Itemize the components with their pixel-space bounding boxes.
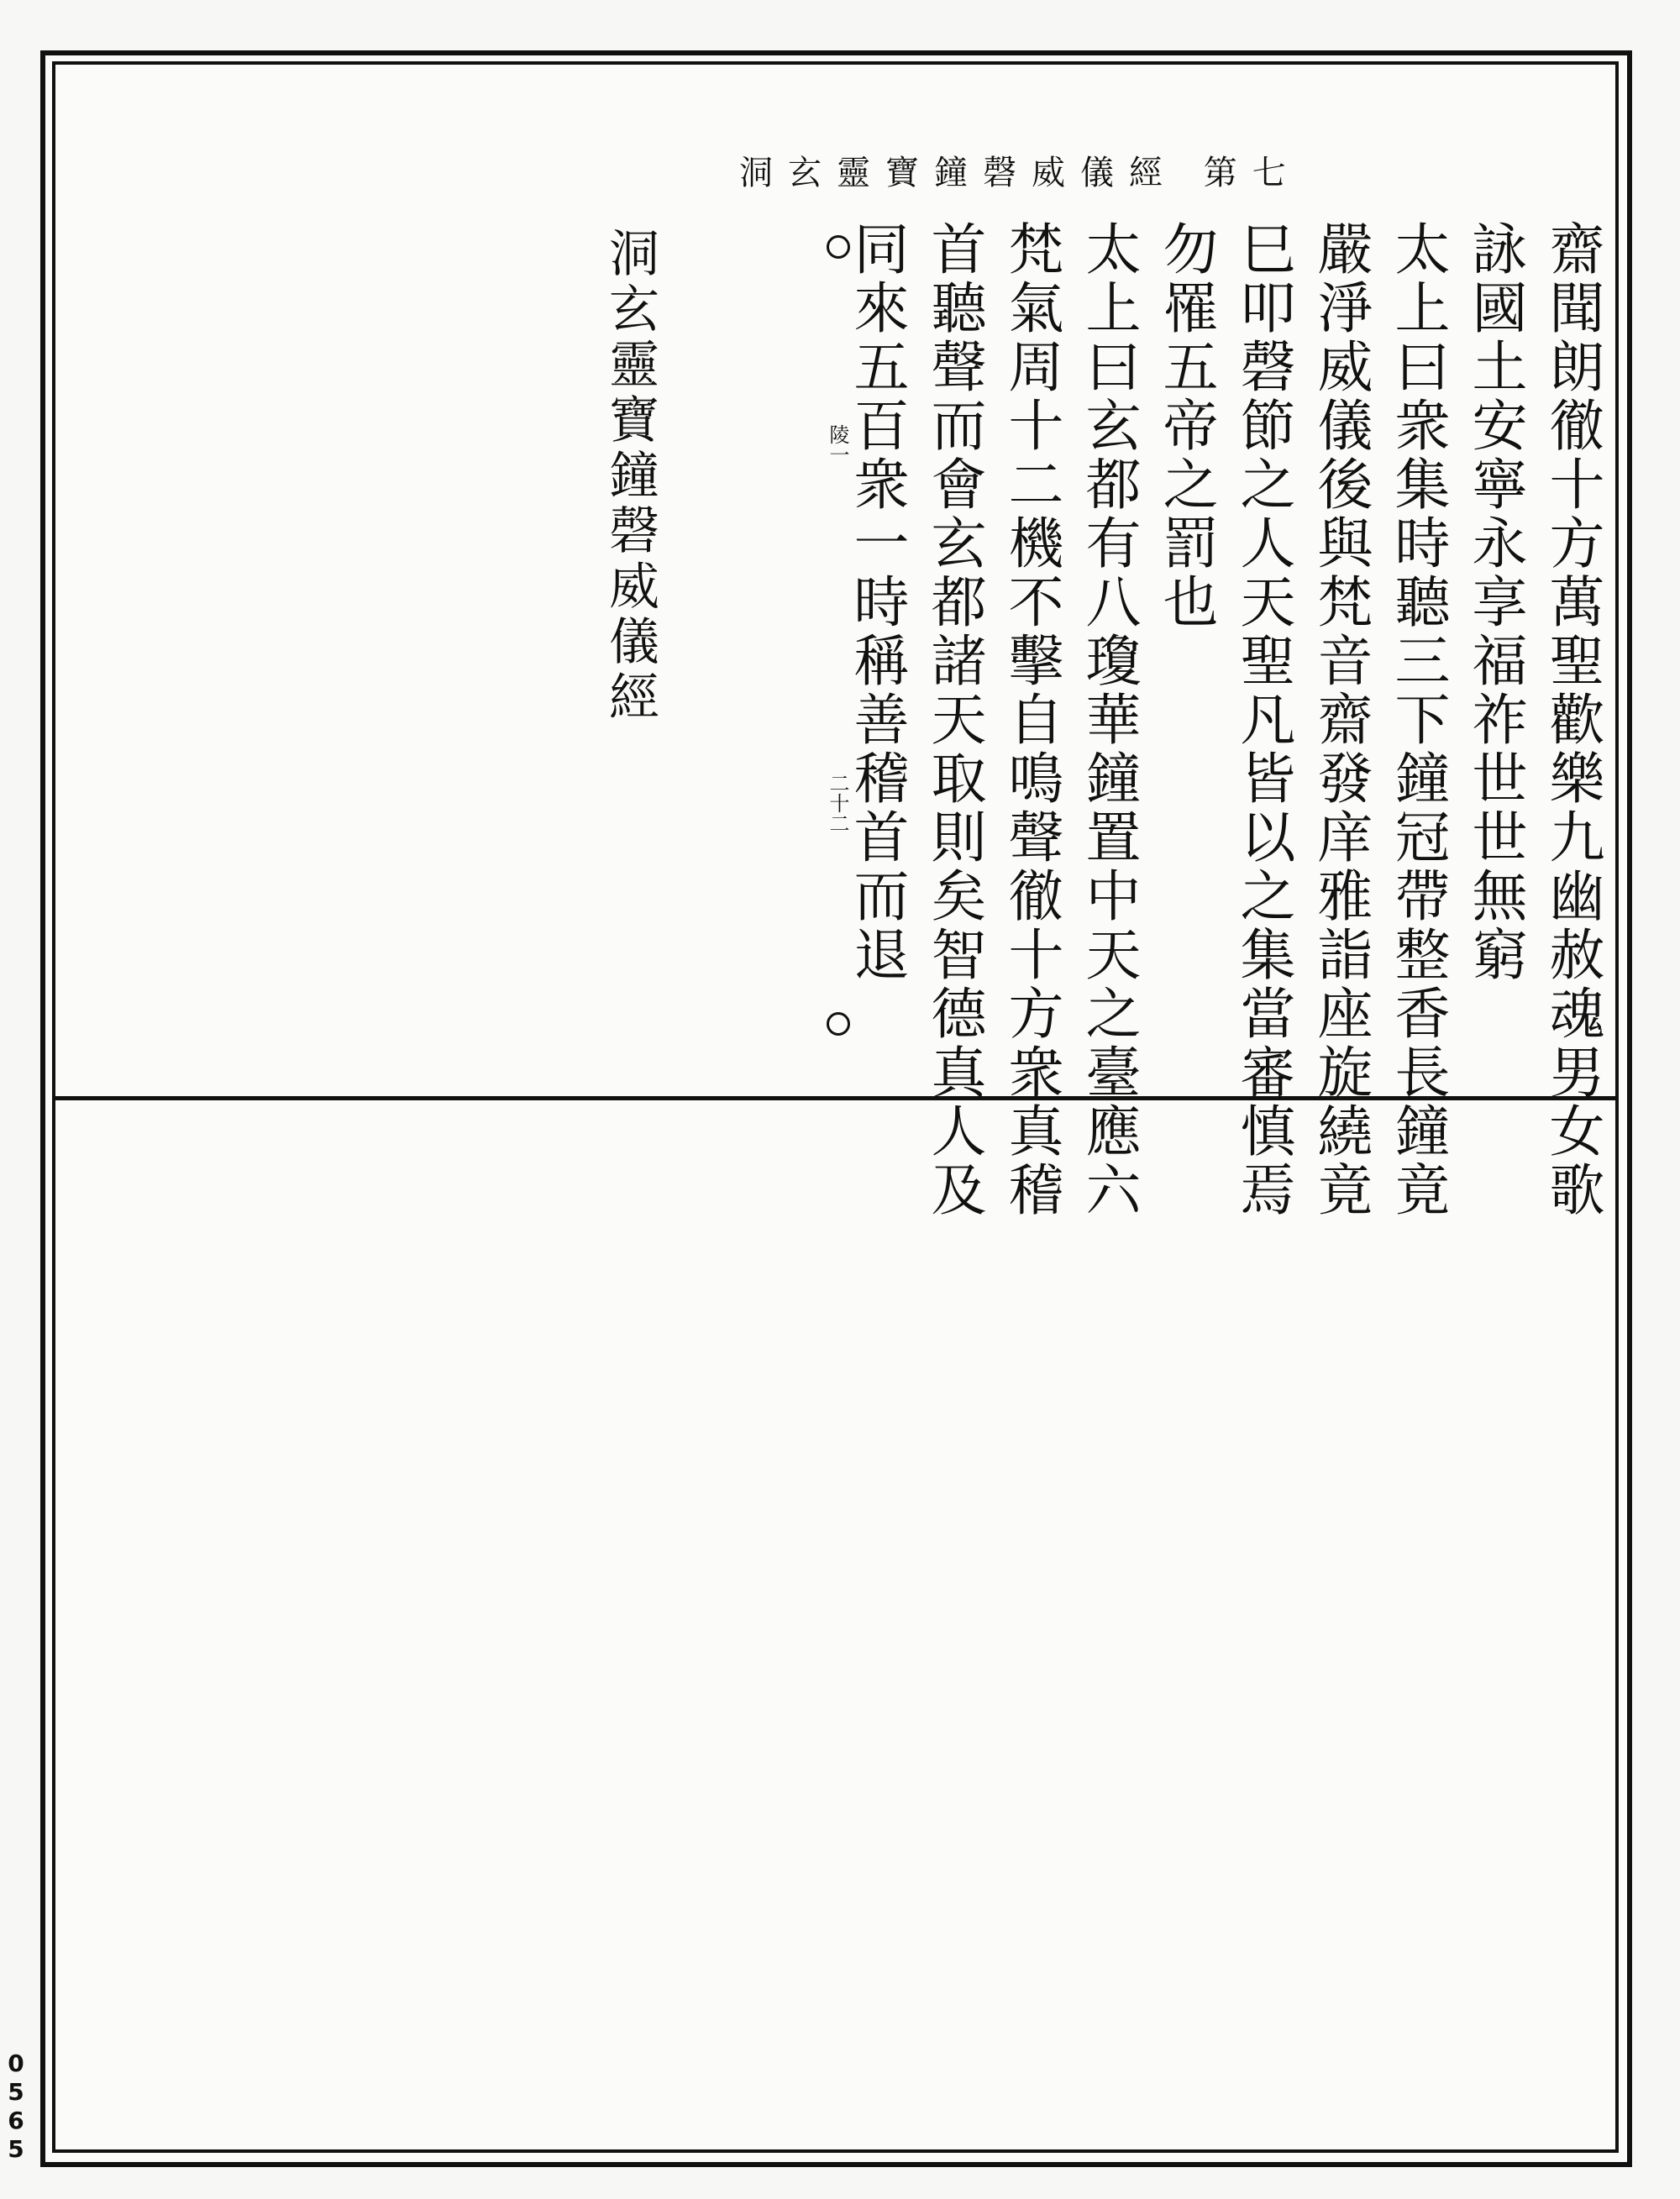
fold-label: 陵一	[826, 424, 849, 464]
text-column-2: 詠國土安寧永享福祚世世無窮	[1462, 220, 1527, 984]
side-digit-4: 5	[8, 2135, 24, 2163]
section-label: 第七	[1203, 154, 1301, 192]
side-digit-1: 0	[8, 2049, 24, 2077]
fold-circle-top	[827, 235, 850, 259]
running-header	[739, 156, 1335, 190]
sutra-title: 洞玄靈寶鐘磬威儀經	[601, 227, 659, 726]
text-column-7: 太上曰玄都有八瓊華鐘置中天之臺應六	[1076, 220, 1141, 1220]
text-column-6: 勿罹五帝之罰也	[1153, 220, 1218, 632]
running-title: 洞玄靈寶鐘磬威儀經	[739, 154, 1178, 192]
text-column-1: 齋聞朗徹十方萬聖歡樂九幽赦魂男女歌	[1540, 220, 1604, 1220]
page-frame-inner	[52, 61, 1619, 2153]
text-column-10: 同來五百衆一時稱善稽首而退	[844, 220, 909, 984]
text-column-5: 巳叩磬節之人天聖凡皆以之集當審慎焉	[1231, 220, 1295, 1220]
side-page-number	[3, 2049, 29, 2164]
text-column-9: 首聽聲而會玄都諸天取則矣智德真人及	[921, 220, 986, 1220]
text-column-4: 嚴淨威儀後與梵音齋發庠雅詣座旋繞竟	[1308, 220, 1373, 1220]
page-number: 二十二	[826, 773, 849, 833]
text-column-8: 梵氣周十二機不擊自鳴聲徹十方衆真稽	[999, 220, 1063, 1220]
fold-circle-bottom	[827, 1012, 850, 1036]
side-digit-3: 6	[8, 2107, 24, 2134]
page-divider	[52, 1096, 1619, 1100]
text-column-3: 太上曰衆集時聽三下鐘冠帶整香長鐘竟	[1385, 220, 1450, 1220]
side-digit-2: 5	[8, 2078, 24, 2106]
